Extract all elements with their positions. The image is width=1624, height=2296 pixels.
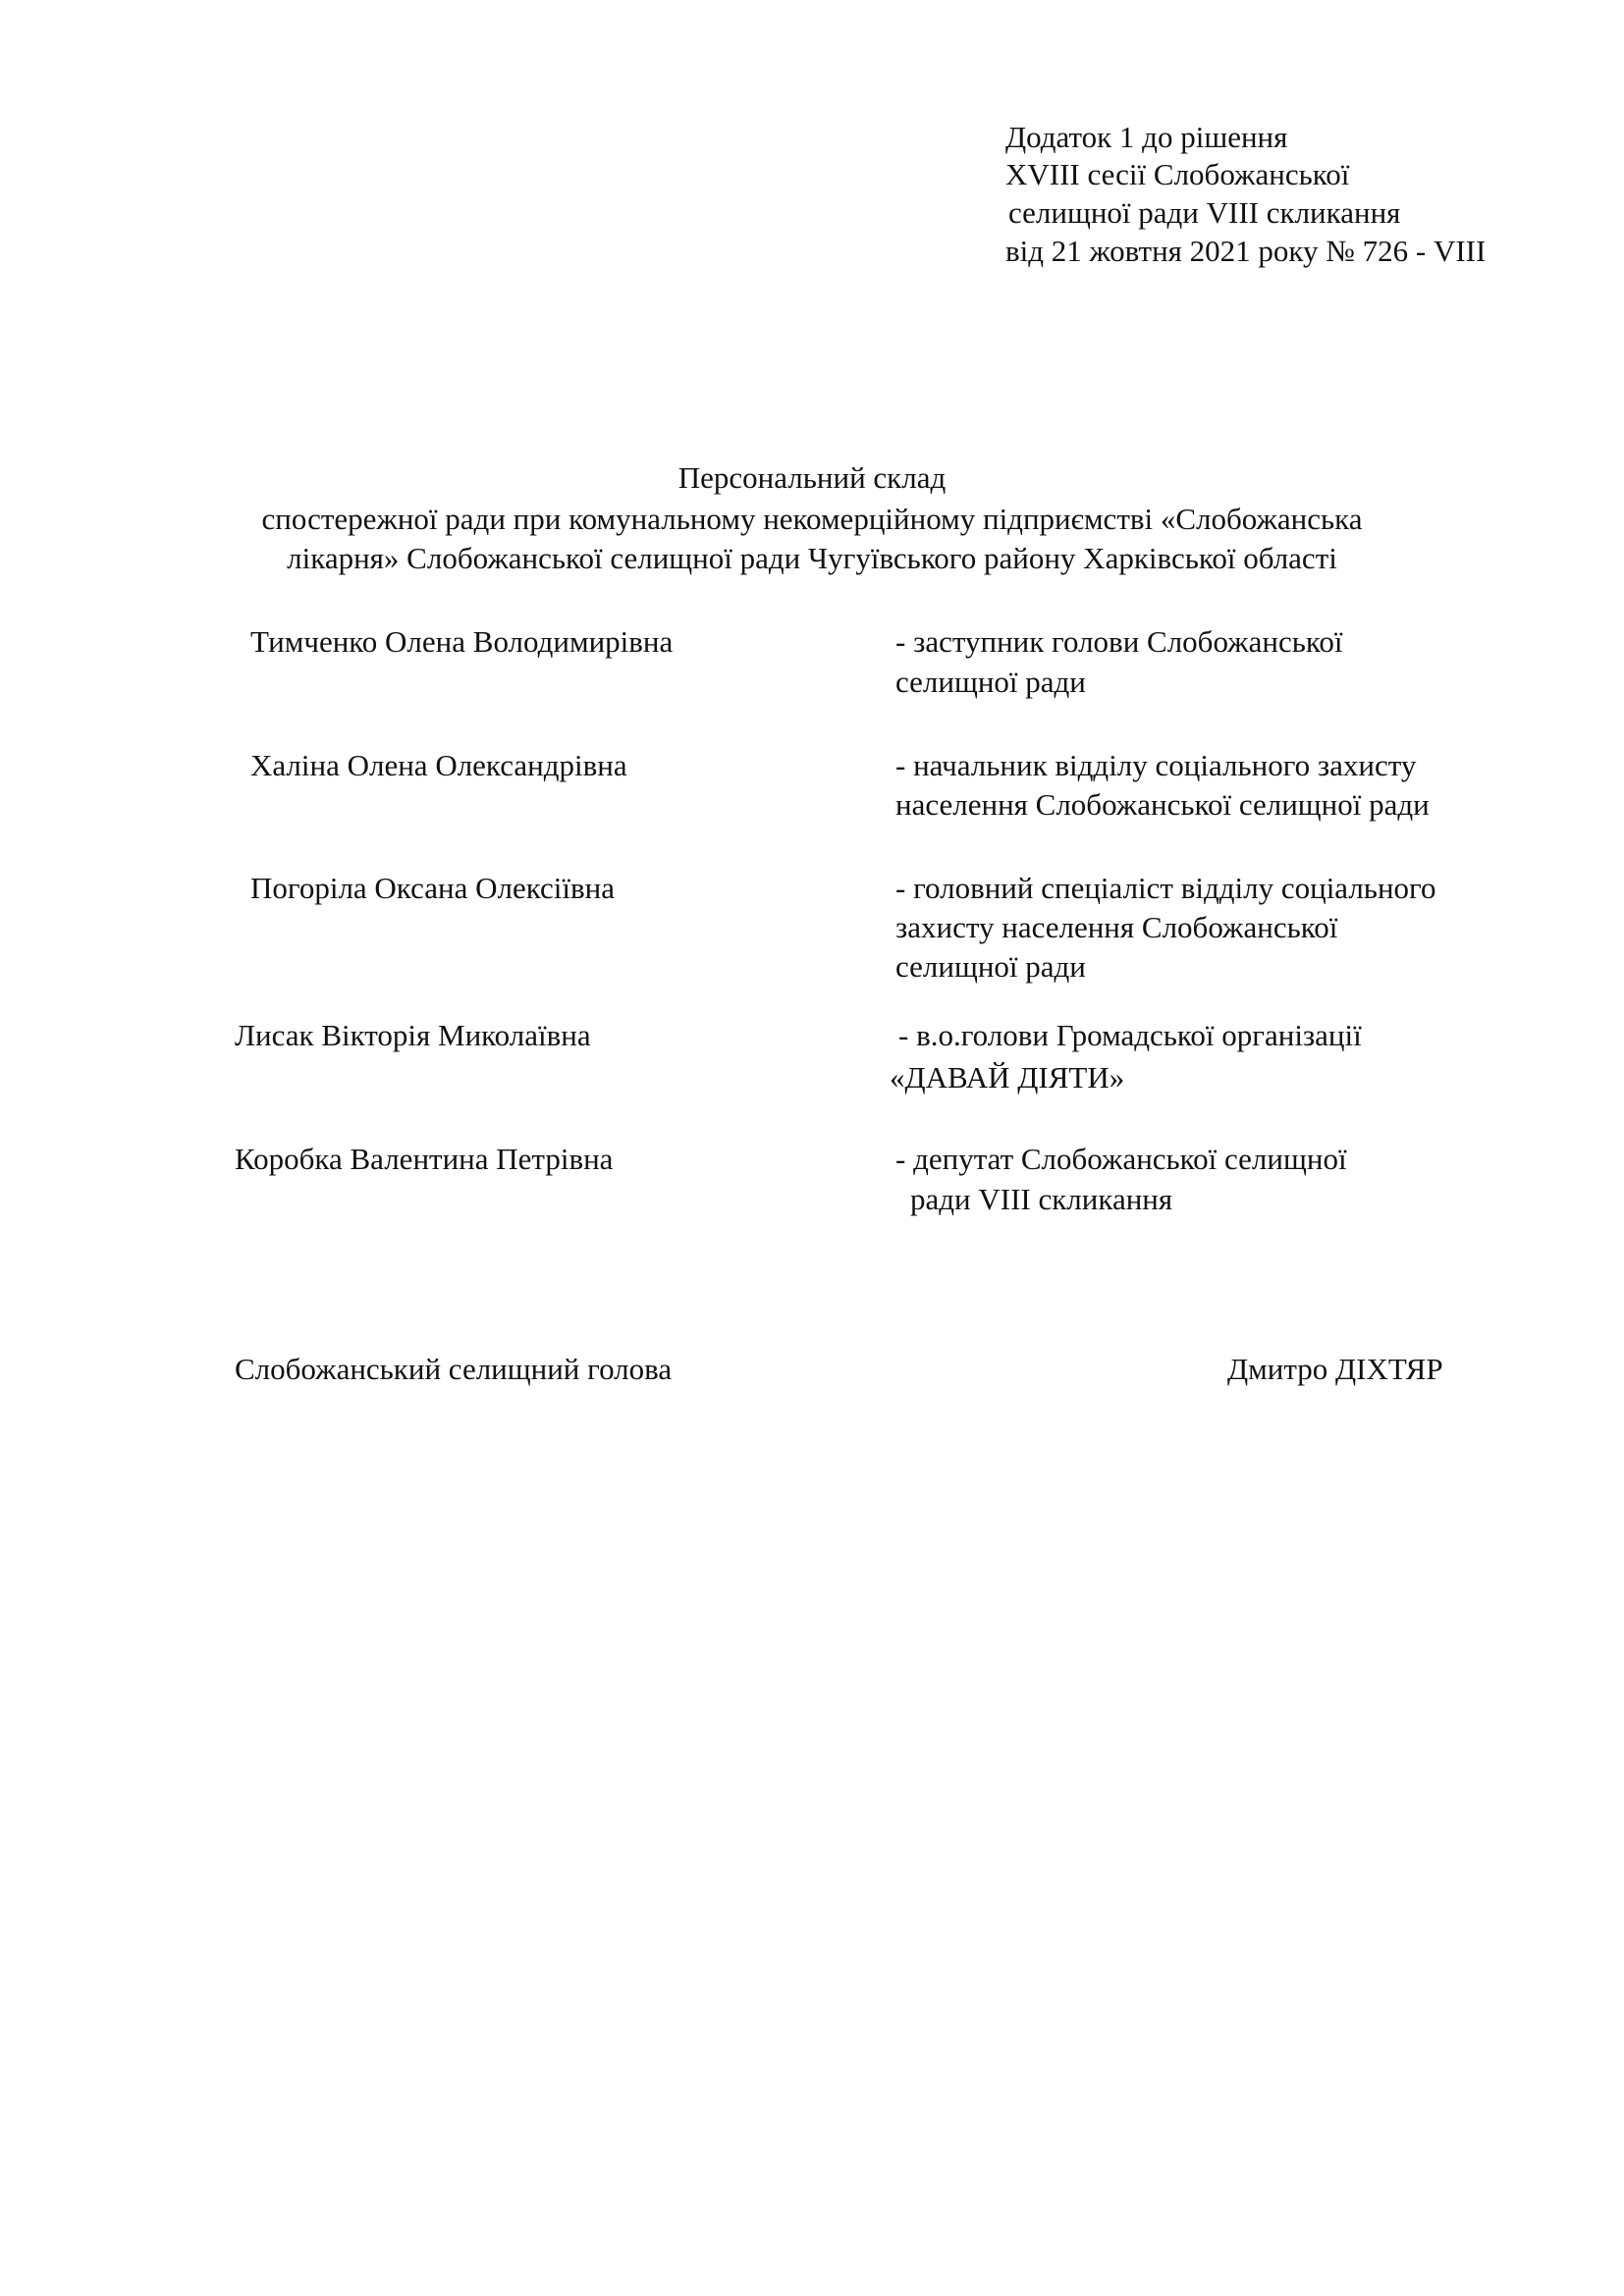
member-position-line: захисту населення Слобожанської: [895, 910, 1338, 944]
member-position-line: - заступник голови Слобожанської: [895, 624, 1343, 659]
appendix-line-4: від 21 жовтня 2021 року № 726 - VIII: [1005, 234, 1487, 268]
signature-title: Слобожанський селищний голова: [235, 1352, 673, 1386]
title-line-3: лікарня» Слобожанської селищної ради Чугуївського району Харківської області: [287, 541, 1337, 575]
member-name: Погоріла Оксана Олексіївна: [250, 871, 615, 905]
appendix-line-3: селищної ради VIII скликання: [1008, 195, 1401, 230]
member-name: Тимченко Олена Володимирівна: [250, 624, 674, 659]
member-position-line: «ДАВАЙ ДІЯТИ»: [890, 1060, 1125, 1095]
title-line-2: спостережної ради при комунальному некомерційному підприємстві «Слобожанська: [261, 502, 1363, 536]
member-name: Лисак Вікторія Миколаївна: [235, 1018, 591, 1052]
member-position-line: ради VIII скликання: [910, 1182, 1173, 1216]
title-line-1: Персональний склад: [677, 460, 947, 495]
member-position-line: селищної ради: [895, 949, 1086, 984]
appendix-line-2: XVIII сесії Слобожанської: [1005, 157, 1350, 191]
member-position-line: - начальник відділу соціального захисту: [895, 748, 1417, 782]
member-position-line: - депутат Слобожанської селищної: [895, 1142, 1347, 1176]
member-position-line: селищної ради: [895, 665, 1086, 699]
member-position-line: населення Слобожанської селищної ради: [895, 787, 1430, 822]
member-position-line: - в.о.голови Громадської організації: [898, 1018, 1362, 1052]
signature-name: Дмитро ДІХТЯР: [1227, 1352, 1443, 1386]
appendix-line-1: Додаток 1 до рішення: [1005, 120, 1288, 154]
member-name: Коробка Валентина Петрівна: [235, 1142, 614, 1176]
member-name: Халіна Олена Олександрівна: [250, 748, 627, 782]
member-position-line: - головний спеціаліст відділу соціального: [895, 871, 1436, 905]
